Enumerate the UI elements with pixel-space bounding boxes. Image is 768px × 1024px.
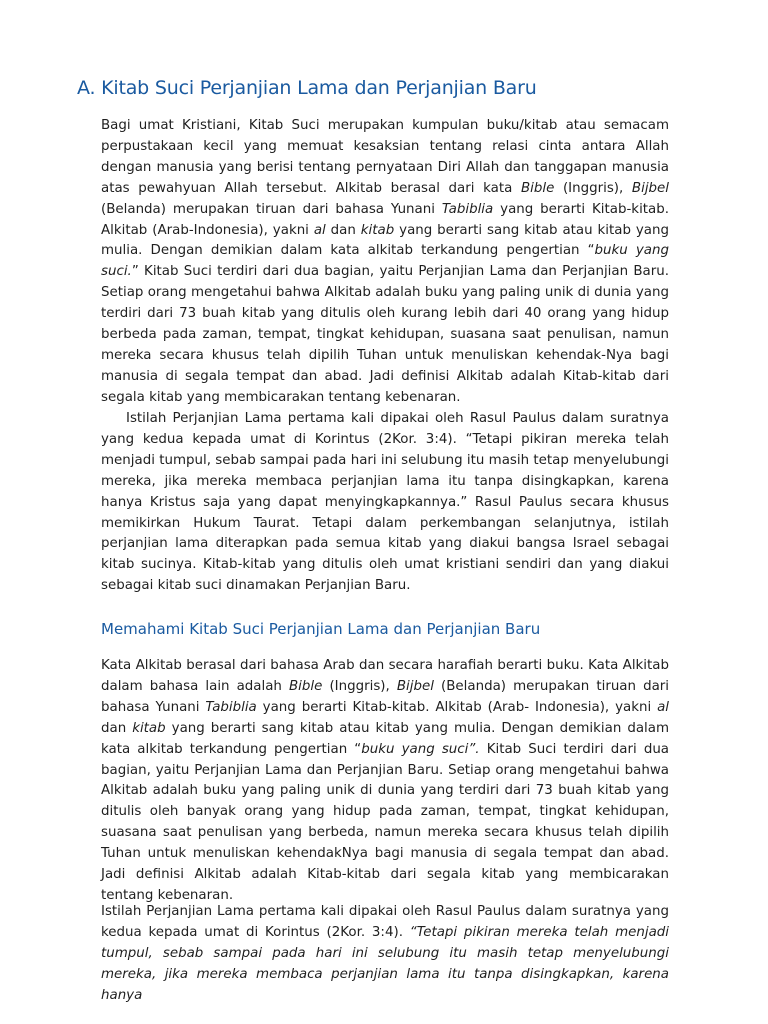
text-run: Bagi umat Kristiani, Kitab Suci merupakan kumpulan buku/kitab atau semacam perpustakaan kecil yang memuat kesaksian tentang relasi cinta antara Allah dengan manusia yang berisi tentang pernyataan Diri Allah dan tanggapan manusia atas pewahyuan Allah tersebut. Alkitab berasal dari kata [101,118,669,196]
italic-term: Bible [520,180,555,196]
text-run: Kitab Suci terdiri dari dua bagian, yaitu Perjanjian Lama dan Perjanjian Baru. Setiap orang mengetahui bahwa Alkitab adalah buku yang paling unik di dunia yang terdiri dari 73 buah kitab yang ditulis oleh banyak orang yang hidup pada zaman, tempat, tingkat kehidupan, suasana saat penulisan yang berbeda, namun mereka secara khusus telah dipilih Tuhan untuk menuliskan kehendakNya bagi manusia di segala tempat dan abad. Jadi definisi Alkitab adalah Kitab-kitab dari segala kitab yang membicarakan tentang kebenaran. [101,741,670,903]
text-run: ” Kitab Suci terdiri dari dua bagian, yaitu Perjanjian Lama dan Perjanjian Baru. Setiap orang mengetahui bahwa Alkitab adalah buku yang paling unik di dunia yang terdiri dari 73 buah kitab yang ditulis oleh kurang lebih dari 40 orang yang hidup berbeda pada zaman, tempat, tingkat kehidupan, suasana saat penulisan, namun mereka secara khusus telah dipilih Tuhan untuk menuliskan kehendak-Nya bagi manusia di segala tempat dan abad. Jadi definisi Alkitab adalah Kitab-kitab dari segala kitab yang membicarakan tentang kebenaran. [101,264,669,405]
italic-term: Bijbel [631,180,670,196]
text-run: yang berarti sang kitab atau kitab yang mulia. Dengan demikian dalam kata alkitab terkandung pengertian “ [101,720,670,757]
italic-term: al [313,222,326,238]
italic-term: Bible [289,678,323,694]
italic-quote: “Tetapi pikiran mereka telah menjadi tumpul, sebab sampai pada hari ini selubung itu masih tetap menyelubungi mereka, jika mereka membaca perjanjian lama itu tanpa disingkapkan, karena hanya [101,924,669,1003]
text-run: yang berarti Kitab-kitab. Alkitab (Arab- Indonesia), yakni [256,699,658,715]
text-run: yang berarti sang kitab atau kitab yang mulia. Dengan demikian dalam kata alkitab terkandung pengertian “ [101,222,669,259]
italic-term: kitab [132,720,166,736]
italic-term: buku yang suci”. [361,741,480,757]
text-run: dan [325,222,361,238]
text-run: (Belanda) merupakan tiruan dari bahasa Yunani [101,678,669,715]
italic-term: buku yang suci. [101,243,669,280]
italic-term: al [657,699,670,715]
subheading: Memahami Kitab Suci Perjanjian Lama dan Perjanjian Baru [101,620,541,638]
old-testament-paragraph: Istilah Perjanjian Lama pertama kali dipakai oleh Rasul Paulus dalam suratnya yang kedua kepada umat di Korintus (2Kor. 3:4). “Tetapi pikiran mereka telah menjadi tumpul, sebab sampai pada hari ini selubung itu masih tetap menyelubungi mereka, jika mereka membaca perjanjian lama itu tanpa disingkapkan, karena hanya Kristus saja yang dapat menyingkapkannya.” Rasul Paulus secara khusus memikirkan Hukum Taurat. Tetapi dalam perkembangan selanjutnya, istilah perjanjian lama diterapkan pada semua kitab yang diakui bangsa Israel sebagai kitab sucinya. Kitab-kitab yang ditulis oleh umat kristiani sendiri dan yang diakui sebagai kitab suci dinamakan Perjanjian Baru. [101,411,669,594]
text-run: Istilah Perjanjian Lama pertama kali dipakai oleh Rasul Paulus dalam suratnya yang kedua kepada umat di Korintus (2Kor. 3:4). [101,904,669,940]
section-title-text: Kitab Suci Perjanjian Lama dan Perjanjian Baru [101,77,537,99]
italic-term: Bijbel [396,678,434,694]
text-run: (Inggris), [554,180,632,196]
italic-term: kitab [360,222,395,238]
intro-paragraph [101,116,669,409]
closing-paragraph [101,902,669,1007]
section-heading [77,77,537,99]
text-run: (Belanda) merupakan tiruan dari bahasa Yunani [101,201,442,217]
text-run: Kata Alkitab berasal dari bahasa Arab dan secara harafiah berarti buku. Kata Alkitab dalam bahasa lain adalah [101,658,669,694]
understanding-paragraph [101,656,669,907]
text-run: dan [101,720,133,736]
text-run: (Inggris), [322,678,397,694]
text-run: yang berarti Kitab-kitab. Alkitab (Arab-Indonesia), yakni [101,201,669,238]
section-number: A. [77,77,96,99]
italic-term: Tabiblia [205,699,257,715]
italic-term: Tabiblia [441,201,494,217]
